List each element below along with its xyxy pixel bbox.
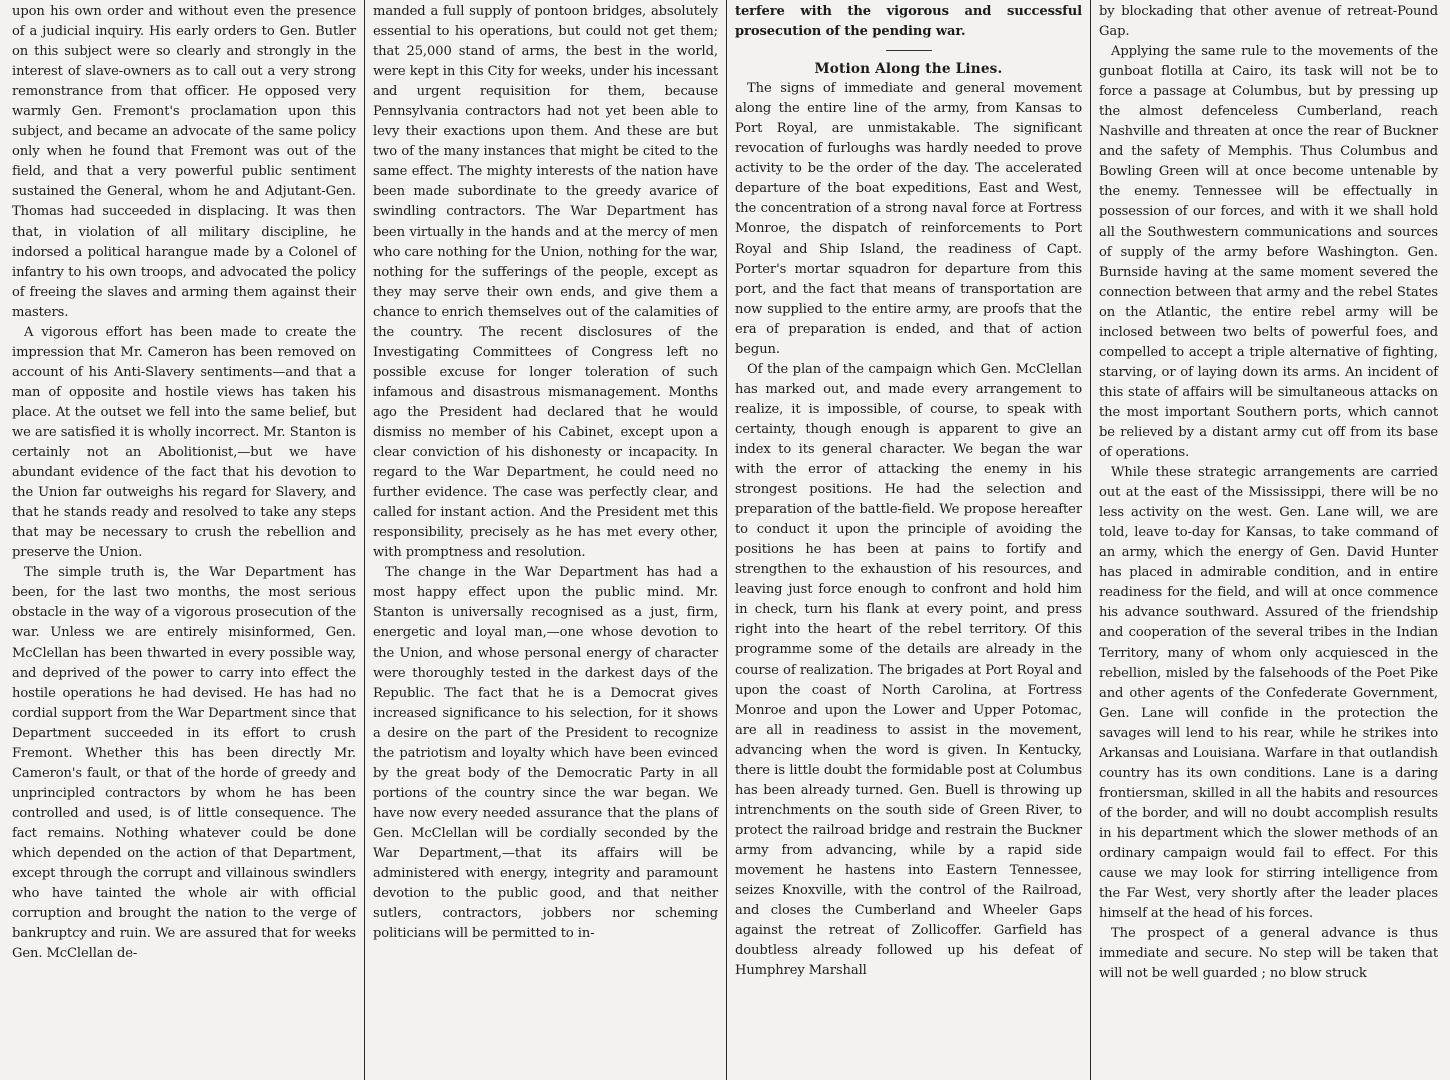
column-1 [4, 0, 364, 1080]
paragraph: The signs of immediate and general movement along the entire line of the army, from Kansas to Port Royal, are unmistakable. The significant revocation of furloughs was hardly needed to prove activity to be the order of the day. The accelerated departure of the boat expeditions, East and West, the concentration of a strong naval force at Fortress Monroe, the dispatch of reinforcements to Port Royal and Ship Island, the readiness of Capt. Porter's mortar squadron for departure from this port, and the fact that means of transportation are now supplied to the entire army, are proofs that the era of preparation is ended, and that of action begun. [735, 81, 1082, 357]
paragraph: upon his own order and without even the presence of a judicial inquiry. His early orders to Gen. Butler on this subject were so clearly and strongly in the interest of slave-owners as to call out a very strong remonstrance from that officer. He opposed very warmly Gen. Fremont's proclamation upon this subject, and became an advocate of the same policy only when he found that Fremont was out of the field, and that a very powerful public sentiment sustained the General, whom he and Adjutant-Gen. Thomas had succeeded in displacing. It was then that, in violation of all military discipline, he indorsed a political harangue made by a Colonel of infantry to his own troops, and advocated the policy of freeing the slaves and arming them against their masters. [12, 4, 356, 320]
paragraph: The prospect of a general advance is thus immediate and secure. No step will be taken that will not be well guarded ; no blow struck [1099, 926, 1438, 982]
paragraph: The simple truth is, the War Department has been, for the last two months, the most serious obstacle in the way of a vigorous prosecution of the war. Unless we are entirely misinformed, Gen. McClellan has been thwarted in every possible way, and deprived of the power to carry into effect the hostile operations he had devised. He has had no cordial support from the War Department since that Department succeeded in its effort to crush Fremont. Whether this has been directly Mr. Cameron's fault, or that of the horde of greedy and unprincipled contractors by whom he has been controlled and used, is of little consequence. The fact remains. Nothing whatever could be done which depended on the action of that Department, except through the corrupt and villainous swindlers who have tainted the whole air with official corruption and brought the nation to the verge of bankruptcy and ruin. We are assured that for weeks Gen. McClellan de- [12, 565, 356, 962]
paragraph: by blockading that other avenue of retreat-Pound Gap. [1099, 4, 1438, 40]
paragraph: terfere with the vigorous and successful prosecution of the pending war. [735, 4, 1082, 40]
paragraph: While these strategic arrangements are carried out at the east of the Mississippi, there will be no less activity on the west. Gen. Lane will, we are told, leave to-day for Kansas, to take command of an army, which the energy of Gen. David Hunter has placed in admirable condition, and in entire readiness for the field, and will at once commence his advance southward. Assured of the friendship and cooperation of the several tribes in the Indian Territory, many of whom only acquiesced in the rebellion, misled by the falsehoods of the Poet Pike and other agents of the Confederate Government, Gen. Lane will confide in the protection the savages will lend to his rear, while he strikes into Arkansas and Louisiana. Warfare in that outlandish country has its own conditions. Lane is a daring frontiersman, skilled in all the habits and resources of the border, and will no doubt accomplish results in his department which the slower methods of an ordinary campaign would fail to effect. For this cause we may look for stirring intelligence from the Far West, very shortly after the leader places himself at the head of his forces. [1099, 465, 1438, 922]
section-heading: Motion Along the Lines. [814, 61, 1003, 78]
column-2 [364, 0, 726, 1080]
column-4 [1090, 0, 1446, 1080]
paragraph: The change in the War Department has had a most happy effect upon the public mind. Mr. Stanton is universally recognised as a just, firm, energetic and loyal man,—one whose devotion to the Union, and whose personal energy of character were thoroughly tested in the darkest days of the Republic. The fact that he is a Democrat gives increased significance to his selection, for it shows a desire on the part of the President to recognize the patriotism and loyalty which have been evinced by the great body of the Democratic Party in all portions of the country since the war began. We have now every needed assurance that the plans of Gen. McClellan will be cordially seconded by the War Department,—that its affairs will be administered with energy, integrity and paramount devotion to the public good, and that neither sutlers, contractors, jobbers nor scheming politicians will be permitted to in- [373, 565, 718, 942]
section-divider [886, 50, 932, 51]
paragraph: manded a full supply of pontoon bridges, absolutely essential to his operations, but could not get them; that 25,000 stand of arms, the best in the world, were kept in this City for weeks, under his incessant and urgent requisition for them, because Pennsylvania contractors had not yet been able to levy their exactions upon them. And these are but two of the many instances that might be cited to the same effect. The mighty interests of the nation have been made subordinate to the greedy avarice of swindling contractors. The War Department has been virtually in the hands and at the mercy of men who care nothing for the Union, nothing for the war, nothing for the sufferings of the people, except as they may serve their own ends, and give them a chance to enrich themselves out of the calamities of the country. The recent disclosures of the Investigating Committees of Congress left no possible excuse for longer toleration of such infamous and disastrous mismanagement. Months ago the President had declared that he would dismiss no member of his Cabinet, except upon a clear conviction of his dishonesty or incapacity. In regard to the War Department, he could need no further evidence. The case was perfectly clear, and called for instant action. And the President met this responsibility, precisely as he has met every other, with promptness and resolution. [373, 4, 718, 561]
paragraph: Applying the same rule to the movements of the gunboat flotilla at Cairo, its task will not be to force a passage at Columbus, but by pressing up the almost defenceless Cumberland, reach Nashville and threaten at once the rear of Buckner and the safety of Memphis. Thus Columbus and Bowling Green will at once become untenable by the enemy. Tennessee will be effectually in possession of our forces, and with it we shall hold all the Southwestern communications and sources of supply of the army before Washington. Gen. Burnside having at the same moment severed the connection between that army and the rebel States on the Atlantic, the entire rebel army will be inclosed between two belts of powerful foes, and compelled to accept a triple alternative of fighting, starving, or of laying down its arms. An incident of this state of affairs will be simultaneous attacks on the most important Southern ports, which cannot be relieved by a distant army cut off from its base of operations. [1099, 44, 1438, 461]
paragraph: A vigorous effort has been made to create the impression that Mr. Cameron has been removed on account of his Anti-Slavery sentiments—and that a man of opposite and hostile views has taken his place. At the outset we fell into the same belief, but we are satisfied it is wholly incorrect. Mr. Stanton is certainly not an Abolitionist,—but we have abundant evidence of the fact that his devotion to the Union far outweighs his regard for Slavery, and that he stands ready and resolved to take any steps that may be necessary to crush the rebellion and preserve the Union. [12, 324, 356, 561]
column-3 [726, 0, 1090, 1080]
paragraph: Of the plan of the campaign which Gen. McClellan has marked out, and made every arrangement to realize, it is impossible, of course, to speak with certainty, though enough is apparent to give an index to its general character. We began the war with the error of attacking the enemy in his strongest positions. He had the selection and preparation of the battle-field. We propose hereafter to conduct it upon the principle of avoiding the positions he has been at pains to fortify and strengthen to the exhaustion of his resources, and leaving just force enough to confront and hold him in check, turn his flank at every point, and press right into the heart of the rebel territory. Of this programme some of the details are already in the course of realization. The brigades at Port Royal and upon the coast of North Carolina, at Fortress Monroe and upon the Lower and Upper Potomac, are all in readiness to assist in the movement, advancing when the word is given. In Kentucky, there is little doubt the formidable post at Columbus has been already turned. Gen. Buell is throwing up intrenchments on the south side of Green River, to protect the railroad bridge and restrain the Buckner army from advancing, while by a rapid side movement he hastens into Eastern Tennessee, seizes Knoxville, with the control of the Railroad, and closes the Cumberland and Wheeler Gaps against the retreat of Zollicoffer. Garfield has doubtless already followed up his defeat of Humphrey Marshall [735, 361, 1082, 979]
